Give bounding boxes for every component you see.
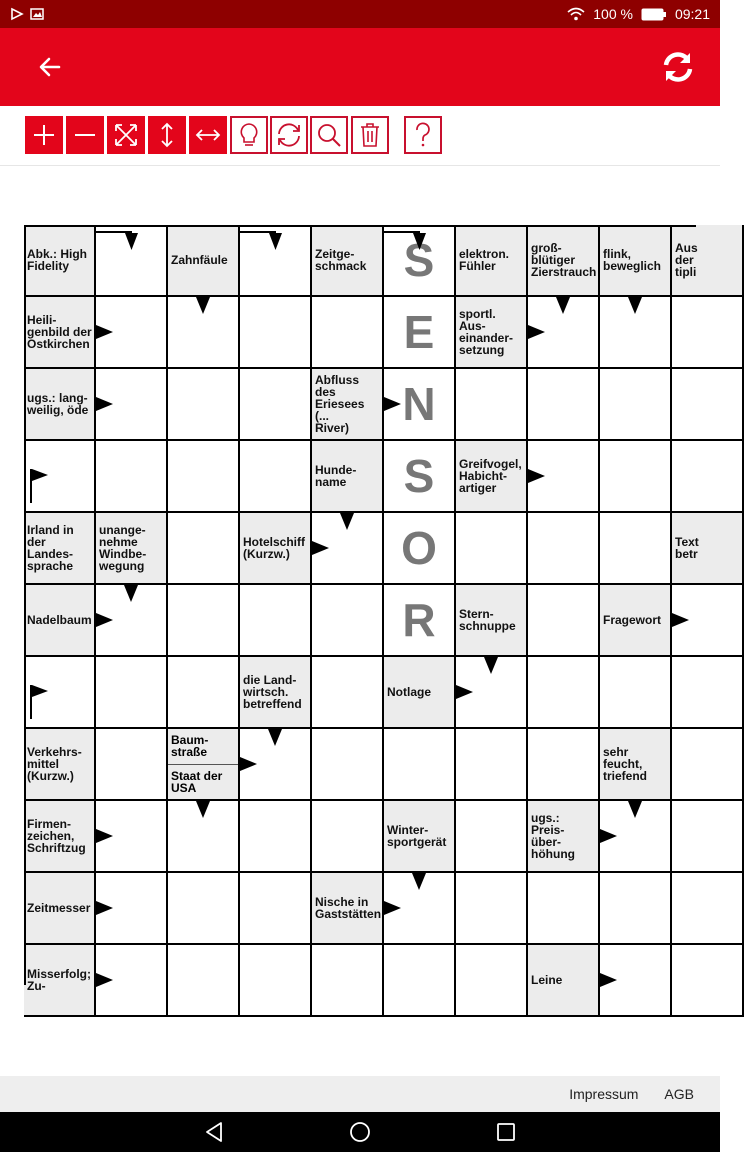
answer-cell[interactable]: [672, 369, 744, 441]
battery-percent: 100 %: [593, 6, 633, 22]
impressum-link[interactable]: Impressum: [569, 1086, 639, 1102]
answer-cell[interactable]: [672, 945, 744, 1017]
arrow-right-icon: [96, 397, 114, 411]
clue-text: Abk.: High Fidelity: [27, 247, 87, 273]
status-system: [567, 6, 710, 22]
clue-text: Notlage: [387, 685, 432, 699]
sync-icon: [661, 50, 695, 84]
clue-text: Fragewort: [603, 613, 662, 627]
arrow-right-icon: [528, 469, 546, 483]
answer-cell[interactable]: [168, 873, 240, 945]
clue-text: sportl. Aus- einander- setzung: [459, 307, 514, 357]
answer-cell[interactable]: [600, 873, 672, 945]
arrow-down-icon: [628, 297, 642, 315]
clue-text: Hotelschiff (Kurzw.): [243, 535, 306, 561]
answer-cell[interactable]: [312, 585, 384, 657]
arrow-right-icon: [384, 397, 402, 411]
clue-cell: [24, 513, 96, 585]
arrow-down-icon: [484, 657, 498, 675]
answer-cell[interactable]: [168, 441, 240, 513]
horizontal-arrows-icon: [195, 123, 221, 147]
answer-cell[interactable]: [528, 585, 600, 657]
answer-cell[interactable]: [96, 657, 168, 729]
agb-link[interactable]: AGB: [664, 1086, 694, 1102]
clue-text: Misserfolg; Zu-: [27, 967, 92, 993]
clue-cell: [600, 729, 672, 801]
arrow-back-icon: [37, 54, 63, 80]
answer-cell[interactable]: [528, 873, 600, 945]
clue-text: Zeitge- schmack: [315, 247, 367, 273]
clue-cell: [456, 297, 528, 369]
clue-cell: [600, 585, 672, 657]
arrow-down-icon: [196, 801, 210, 819]
answer-cell[interactable]: [528, 729, 600, 801]
answer-cell[interactable]: [672, 801, 744, 873]
arrow-bent-down-icon: [96, 231, 140, 257]
nav-home-icon: [349, 1121, 371, 1143]
wifi-icon: [567, 7, 585, 21]
clue-text: Winter- sportgerät: [387, 823, 447, 849]
answer-cell[interactable]: [384, 441, 456, 513]
status-notifications: [10, 8, 44, 20]
clue-text: Irland in der Landes- sprache: [27, 523, 74, 573]
answer-cell[interactable]: [456, 513, 528, 585]
arrow-down-icon: [628, 801, 642, 819]
arrow-right-icon: [96, 829, 114, 843]
answer-cell[interactable]: [384, 585, 456, 657]
arrow-down-icon: [412, 873, 426, 891]
answer-cell[interactable]: [672, 729, 744, 801]
arrow-right-icon: [456, 685, 474, 699]
answer-cell[interactable]: [96, 441, 168, 513]
clue-text: Zeitmesser: [27, 901, 91, 915]
arrow-right-icon: [96, 901, 114, 915]
nav-recents-button[interactable]: [492, 1118, 520, 1146]
arrow-right-icon: [528, 325, 546, 339]
clue-cell: [24, 801, 96, 873]
play-store-icon: [10, 8, 24, 20]
solution-letter: S: [403, 234, 435, 286]
arrow-right-icon: [384, 901, 402, 915]
answer-cell[interactable]: [528, 369, 600, 441]
clue-text: Stern- schnuppe: [459, 607, 516, 633]
clue-cell: [24, 225, 96, 297]
clue-cell: [456, 225, 528, 297]
answer-cell[interactable]: [456, 369, 528, 441]
clue-text: unange- nehme Windbe- wegung: [99, 523, 147, 573]
fit-width-button[interactable]: [189, 116, 227, 154]
clue-cell: [24, 369, 96, 441]
plus-icon: [32, 123, 56, 147]
arrow-down-icon: [340, 513, 354, 531]
answer-cell[interactable]: [240, 945, 312, 1017]
expand-icon: [113, 122, 139, 148]
clue-text: Aus der tipli: [675, 241, 698, 279]
delete-button[interactable]: [351, 116, 389, 154]
clue-text: Abfluss des Eriesees (... River): [315, 373, 365, 435]
answer-cell[interactable]: [168, 945, 240, 1017]
clue-text: Heili- genbild der Ostkirchen: [27, 313, 92, 351]
answer-cell[interactable]: [384, 729, 456, 801]
search-icon: [316, 122, 342, 148]
clue-cell: [240, 657, 312, 729]
clue-text: flink, beweglich: [603, 247, 662, 273]
solution-letter: E: [403, 306, 435, 358]
clue-cell: [24, 945, 96, 1017]
refresh-button[interactable]: [658, 47, 698, 87]
answer-cell[interactable]: [600, 657, 672, 729]
answer-cell[interactable]: [672, 441, 744, 513]
hint-button[interactable]: [230, 116, 268, 154]
clue-cell: [456, 441, 528, 513]
zoom-in-button[interactable]: [25, 116, 63, 154]
fit-screen-button[interactable]: [107, 116, 145, 154]
answer-cell[interactable]: [168, 585, 240, 657]
back-button[interactable]: [30, 47, 70, 87]
arrow-right-icon: [240, 757, 258, 771]
answer-cell[interactable]: [240, 873, 312, 945]
arrow-down-icon: [196, 297, 210, 315]
clue-cell: [96, 513, 168, 585]
clue-cell: [24, 585, 96, 657]
grid-top-border: [24, 225, 696, 227]
arrow-right-icon: [600, 829, 618, 843]
answer-cell[interactable]: [312, 729, 384, 801]
arrow-right-icon: [96, 973, 114, 987]
answer-cell[interactable]: [528, 657, 600, 729]
fit-height-button[interactable]: [148, 116, 186, 154]
rotate-icon: [275, 122, 303, 148]
split-clue: [168, 729, 238, 799]
answer-cell[interactable]: [672, 297, 744, 369]
crossword-grid: [24, 225, 699, 993]
footer: [0, 1076, 720, 1112]
answer-cell[interactable]: [600, 441, 672, 513]
clue-cell: [240, 513, 312, 585]
clue-text: Leine: [531, 973, 563, 987]
answer-cell[interactable]: [384, 945, 456, 1017]
clue-cell: [456, 585, 528, 657]
clue-cell: [528, 801, 600, 873]
solution-letter: N: [402, 378, 436, 430]
answer-cell[interactable]: [672, 657, 744, 729]
nav-home-button[interactable]: [346, 1118, 374, 1146]
solution-letter: S: [403, 450, 435, 502]
answer-cell[interactable]: [312, 297, 384, 369]
clue-cell: [672, 513, 744, 585]
zoom-out-button[interactable]: [66, 116, 104, 154]
clue-cell: [168, 729, 240, 801]
clue-text: Verkehrs- mittel (Kurzw.): [27, 745, 82, 783]
minus-icon: [73, 123, 97, 147]
system-nav-bar: [0, 1112, 720, 1152]
answer-cell[interactable]: [456, 945, 528, 1017]
clue-text: Firmen- zeichen, Schriftzug: [27, 817, 86, 855]
answer-cell[interactable]: [96, 729, 168, 801]
clue-cell: [312, 873, 384, 945]
clue-text: die Land- wirtsch. betreffend: [243, 673, 302, 711]
clue-text: elektron. Fühler: [459, 247, 510, 273]
nav-back-icon: [204, 1121, 224, 1143]
clue-cell: [672, 225, 744, 297]
clue-text: Zahnfäule: [171, 253, 228, 267]
arrow-right-icon: [312, 541, 330, 555]
toolbar: [0, 106, 720, 166]
answer-cell[interactable]: [672, 873, 744, 945]
vertical-arrows-icon: [155, 122, 179, 148]
clue-cell: [168, 225, 240, 297]
answer-cell[interactable]: [456, 729, 528, 801]
arrow-right-icon: [672, 613, 690, 627]
search-button[interactable]: [310, 116, 348, 154]
clue-cell: [600, 225, 672, 297]
nav-recents-icon: [496, 1122, 516, 1142]
clue-cell: [312, 369, 384, 441]
answer-cell[interactable]: [168, 513, 240, 585]
clue-text: groß- blütiger Zierstrauch: [531, 241, 597, 279]
answer-cell[interactable]: [240, 585, 312, 657]
arrow-right-icon: [600, 973, 618, 987]
clue-cell: [312, 225, 384, 297]
clue-cell: [24, 873, 96, 945]
arrow-right-icon: [96, 613, 114, 627]
clue-text: Baum- straße: [171, 733, 209, 759]
battery-icon: [641, 8, 667, 21]
lightbulb-icon: [238, 122, 260, 148]
answer-cell[interactable]: [168, 657, 240, 729]
clue-cell: [528, 225, 600, 297]
answer-cell[interactable]: [600, 369, 672, 441]
answer-cell[interactable]: [384, 297, 456, 369]
image-notification-icon: [30, 8, 44, 20]
clue-text: ugs.: lang- weilig, öde: [27, 391, 89, 417]
answer-cell[interactable]: [240, 297, 312, 369]
clue-cell: [384, 801, 456, 873]
flag-arrow-icon: [30, 469, 52, 505]
answer-cell[interactable]: [240, 801, 312, 873]
answer-cell[interactable]: [240, 369, 312, 441]
clue-cell: [384, 657, 456, 729]
clue-text: ugs.: Preis- über- höhung: [531, 811, 575, 861]
arrow-down-icon: [556, 297, 570, 315]
clue-text: Text betr: [675, 535, 699, 561]
answer-cell[interactable]: [384, 513, 456, 585]
clue-text: Greifvogel, Habicht- artiger: [459, 457, 522, 495]
app-bar: [0, 28, 720, 106]
clue-text: sehr feucht, triefend: [603, 745, 648, 783]
clue-cell: [312, 441, 384, 513]
nav-back-button[interactable]: [200, 1118, 228, 1146]
arrow-right-icon: [96, 325, 114, 339]
flag-arrow-icon: [30, 685, 52, 721]
clue-text: Hunde- name: [315, 463, 357, 489]
arrow-bent-down-icon: [384, 231, 428, 257]
answer-cell[interactable]: [168, 369, 240, 441]
reset-button[interactable]: [270, 116, 308, 154]
clue-cell: [24, 297, 96, 369]
help-button[interactable]: [404, 116, 442, 154]
answer-cell[interactable]: [240, 441, 312, 513]
clock: 09:21: [674, 6, 710, 22]
answer-cell[interactable]: [528, 513, 600, 585]
arrow-down-icon: [268, 729, 282, 747]
question-mark-icon: [413, 122, 433, 148]
clue-cell: [24, 729, 96, 801]
answer-cell[interactable]: [456, 873, 528, 945]
answer-cell[interactable]: [456, 801, 528, 873]
status-bar: [0, 0, 720, 28]
solution-letter: R: [402, 594, 436, 646]
answer-cell[interactable]: [312, 801, 384, 873]
trash-icon: [359, 122, 381, 148]
grid-left-border: [24, 225, 26, 985]
arrow-bent-down-icon: [240, 231, 284, 257]
clue-cell: [528, 945, 600, 1017]
clue-text: Nische in Gaststätten: [315, 895, 382, 921]
clue-text: Staat der USA: [171, 769, 223, 795]
answer-cell[interactable]: [312, 945, 384, 1017]
solution-letter: O: [401, 522, 437, 574]
clue-text: Nadelbaum: [27, 613, 92, 627]
answer-cell[interactable]: [312, 657, 384, 729]
arrow-down-icon: [124, 585, 138, 603]
answer-cell[interactable]: [600, 513, 672, 585]
